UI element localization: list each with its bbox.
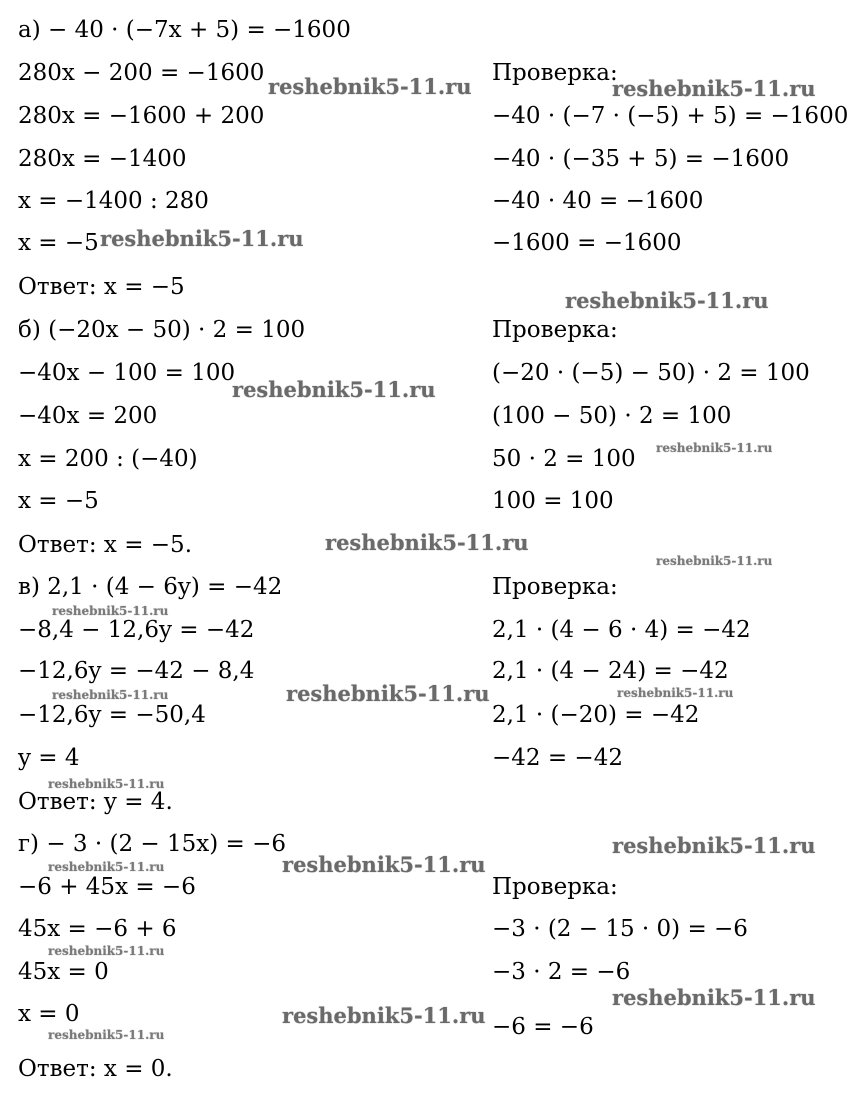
part-v-answer: Ответ: y = 4. xyxy=(18,789,173,815)
part-a-step: 280x = −1400 xyxy=(18,146,187,172)
part-a-step: 280x − 200 = −1600 xyxy=(18,60,265,86)
watermark: reshebnik5-11.ru xyxy=(52,604,169,618)
part-v-check-step: 2,1 · (−20) = −42 xyxy=(492,702,700,728)
part-v-check-step: 2,1 · (4 − 6 · 4) = −42 xyxy=(492,617,751,643)
part-g-step: 45x = 0 xyxy=(18,959,109,985)
part-b-step: −40x = 200 xyxy=(18,403,158,429)
watermark: reshebnik5-11.ru xyxy=(48,944,165,958)
watermark: reshebnik5-11.ru xyxy=(52,688,169,702)
part-a-check-step: −40 · (−7 · (−5) + 5) = −1600 xyxy=(492,103,849,129)
part-g-step: −6 + 45x = −6 xyxy=(18,874,196,900)
watermark: reshebnik5-11.ru xyxy=(325,530,529,555)
watermark: reshebnik5-11.ru xyxy=(232,377,436,402)
part-b-step: −40x − 100 = 100 xyxy=(18,360,236,386)
watermark: reshebnik5-11.ru xyxy=(48,860,165,874)
part-b-check-heading: Проверка: xyxy=(492,317,618,343)
watermark: reshebnik5-11.ru xyxy=(100,226,304,251)
watermark: reshebnik5-11.ru xyxy=(612,76,816,101)
part-a-problem: а) − 40 · (−7x + 5) = −1600 xyxy=(18,17,351,43)
part-a-step: x = −5 xyxy=(18,230,99,256)
part-a-check-step: −1600 = −1600 xyxy=(492,230,682,256)
part-a-check-step: −40 · (−35 + 5) = −1600 xyxy=(492,146,790,172)
part-g-step: 45x = −6 + 6 xyxy=(18,916,177,942)
part-b-problem: б) (−20x − 50) · 2 = 100 xyxy=(18,317,306,343)
part-g-check-heading: Проверка: xyxy=(492,874,618,900)
part-a-check-heading: Проверка: xyxy=(492,60,618,86)
part-v-step: −8,4 − 12,6y = −42 xyxy=(18,617,255,643)
part-b-step: x = −5 xyxy=(18,488,99,514)
watermark: reshebnik5-11.ru xyxy=(656,554,773,568)
part-g-check-step: −6 = −6 xyxy=(492,1014,594,1040)
watermark: reshebnik5-11.ru xyxy=(268,74,472,99)
watermark: reshebnik5-11.ru xyxy=(565,288,769,313)
part-v-step: −12,6y = −42 − 8,4 xyxy=(18,658,255,684)
part-g-answer: Ответ: x = 0. xyxy=(18,1056,173,1082)
part-v-check-step: −42 = −42 xyxy=(492,745,623,771)
part-b-check-step: (100 − 50) · 2 = 100 xyxy=(492,403,732,429)
watermark: reshebnik5-11.ru xyxy=(282,852,486,877)
part-b-check-step: (−20 · (−5) − 50) · 2 = 100 xyxy=(492,360,810,386)
watermark: reshebnik5-11.ru xyxy=(286,681,490,706)
watermark: reshebnik5-11.ru xyxy=(617,686,734,700)
part-b-answer: Ответ: x = −5. xyxy=(18,532,193,558)
part-v-problem: в) 2,1 · (4 − 6y) = −42 xyxy=(18,574,283,600)
part-b-check-step: 50 · 2 = 100 xyxy=(492,446,636,472)
part-a-answer: Ответ: x = −5 xyxy=(18,274,185,300)
watermark: reshebnik5-11.ru xyxy=(48,777,165,791)
part-g-problem: г) − 3 · (2 − 15x) = −6 xyxy=(18,831,286,857)
watermark: reshebnik5-11.ru xyxy=(612,985,816,1010)
watermark: reshebnik5-11.ru xyxy=(612,833,816,858)
part-g-check-step: −3 · 2 = −6 xyxy=(492,959,631,985)
part-b-check-step: 100 = 100 xyxy=(492,488,614,514)
part-v-step: y = 4 xyxy=(18,745,80,771)
part-v-check-step: 2,1 · (4 − 24) = −42 xyxy=(492,658,729,684)
part-v-step: −12,6y = −50,4 xyxy=(18,702,206,728)
part-a-step: 280x = −1600 + 200 xyxy=(18,103,265,129)
part-g-step: x = 0 xyxy=(18,1001,80,1027)
part-v-check-heading: Проверка: xyxy=(492,574,618,600)
watermark: reshebnik5-11.ru xyxy=(282,1003,486,1028)
watermark: reshebnik5-11.ru xyxy=(656,441,773,455)
part-a-check-step: −40 · 40 = −1600 xyxy=(492,188,704,214)
part-a-step: x = −1400 : 280 xyxy=(18,188,209,214)
part-g-check-step: −3 · (2 − 15 · 0) = −6 xyxy=(492,916,748,942)
watermark: reshebnik5-11.ru xyxy=(48,1028,165,1042)
part-b-step: x = 200 : (−40) xyxy=(18,446,198,472)
